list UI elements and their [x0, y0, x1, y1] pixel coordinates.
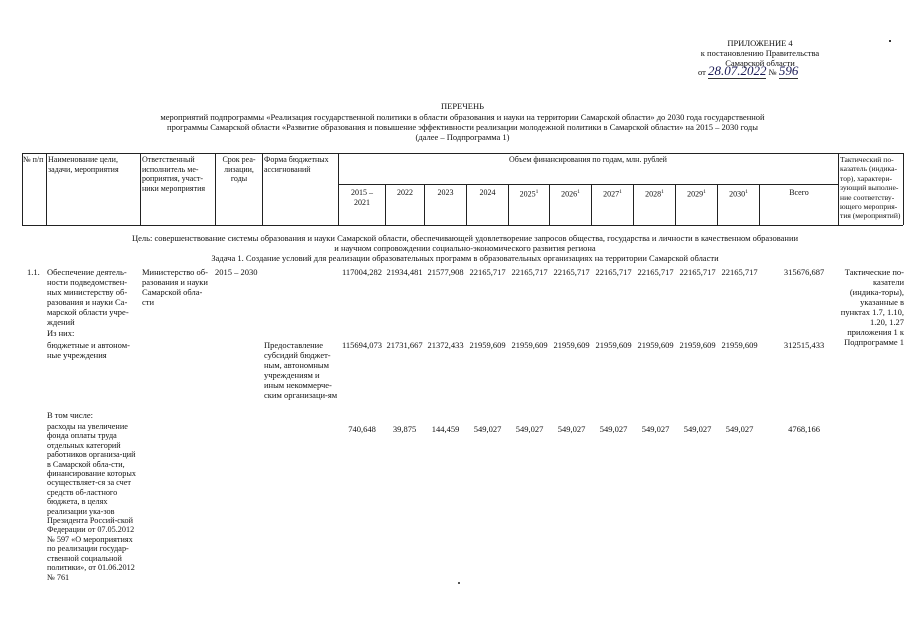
value-2030: 22165,717	[721, 267, 758, 277]
header-col-num: № п/п	[23, 155, 44, 164]
value-2026: 21959,609	[553, 340, 590, 350]
value-2024: 549,027	[473, 424, 502, 434]
value-2024: 22165,717	[469, 267, 506, 277]
header-col-indicator: Тактический по-казатель (индика-тор), характери-зующий выполне-ние соответству-ющего мероприя-тия (мероприятий)	[840, 155, 901, 221]
year-2028: 2028$^1$	[645, 189, 664, 199]
value-2023: 21577,908	[427, 267, 464, 277]
year-2030: 2030$^1$	[729, 189, 748, 199]
value-2015-2021: 115694,073	[341, 340, 383, 350]
value-2023: 21372,433	[427, 340, 464, 350]
value-2022: 21934,481	[386, 267, 423, 277]
appendix-title: ПРИЛОЖЕНИЕ 4	[727, 38, 793, 48]
row-name: Обеспечение деятель-ности подведомствен-ных министерству об-разования и науки Са-марской области учре-ждений	[47, 267, 129, 327]
value-2015-2021: 740,648	[348, 424, 376, 434]
doc-subtitle-3: (далее – Подпрограмма 1)	[415, 132, 510, 142]
row-indicator: Тактические по-казатели (индика-торы), указанные в пунктах 1.7, 1.10, 1.20, 1.27 приложения 1 к Подпрограмме 1	[840, 267, 904, 347]
value-total: 4768,166	[788, 424, 820, 434]
year-2024: 2024	[479, 188, 496, 197]
value-2028: 21959,609	[637, 340, 674, 350]
task-line: Задача 1. Создание условий для реализации образовательных программ в образовательных организациях на территории Самарской области	[211, 253, 719, 263]
row-label: Из них:	[47, 328, 75, 338]
header-col-responsible: Ответственный исполнитель ме-роприятия, участ-ники мероприятия	[142, 155, 206, 193]
signed-date: 28.07.2022	[707, 63, 767, 78]
value-2029: 549,027	[683, 424, 712, 434]
row-name: расходы на увеличение фонда оплаты труда отдельных категорий работников организа-ций в Самарской обла-сти, финансирование которых осуществляет-ся за счет средств об-ластного бюджета, в целях реализации ука-зов Президента Россий-ской Федерации от 07.05.2012 № 597 «О мероприятиях по реализации государ-ственной социальной политики», от 01.06.2012 № 761	[47, 422, 136, 582]
year-2027: 2027$^1$	[603, 189, 622, 199]
value-2025: 22165,717	[511, 267, 548, 277]
value-2015-2021: 117004,282	[341, 267, 383, 277]
doc-subtitle-1: мероприятий подпрограммы «Реализация государственной политики в области образования и науки на территории Самарской области» до 2030 года государственной	[160, 112, 765, 122]
value-2029: 22165,717	[679, 267, 716, 277]
value-2025: 549,027	[515, 424, 544, 434]
value-2024: 21959,609	[469, 340, 506, 350]
year-2025: 2025$^1$	[519, 189, 539, 199]
row-responsible: Министерство об-разования и науки Самарской обла-сти	[142, 267, 208, 307]
date-prefix: от	[698, 67, 706, 77]
year-2022: 2022	[397, 188, 413, 197]
header-col-form: Форма бюджетных ассигнований	[264, 155, 329, 174]
header-col-funding: Объем финансирования по годам, млн. рублей	[509, 155, 667, 164]
year-2026: 2026$^1$	[561, 189, 580, 199]
row-term: 2015 – 2030	[215, 267, 258, 277]
value-2026: 22165,717	[553, 267, 590, 277]
value-2029: 21959,609	[679, 340, 716, 350]
value-2030: 21959,609	[721, 340, 758, 350]
scan-dot	[889, 40, 891, 42]
value-2022: 39,875	[392, 424, 417, 434]
year-2023: 2023	[437, 188, 454, 197]
value-total: 315676,687	[783, 267, 825, 277]
goal-line-1: Цель: совершенствование системы образования и науки Самарской области, обеспечивающей удовлетворение запросов общества, государства и личности в качественном образовании	[131, 233, 799, 243]
doc-subtitle-2: программы Самарской области «Развитие образования и повышение эффективности реализации молодежной политики в Самарской области» на 2015 – 2030 годы	[167, 122, 758, 132]
scan-dot	[458, 582, 460, 584]
row-name: бюджетные и автоном-ные учреждения	[47, 340, 130, 360]
value-2027: 549,027	[599, 424, 628, 434]
num-prefix: №	[768, 67, 777, 77]
year-2029: 2029$^1$	[687, 189, 706, 199]
row-form: Предоставление субсидий бюджет-ным, автономным учреждениям и иным некоммерче-ским организаци-ям	[264, 340, 338, 400]
value-2023: 144,459	[431, 424, 460, 434]
doc-title: ПЕРЕЧЕНЬ	[441, 101, 484, 111]
appendix-line1: к постановлению Правительства	[700, 48, 820, 58]
value-2027: 22165,717	[595, 267, 632, 277]
row-label: В том числе:	[47, 410, 93, 420]
goal-line-2: и научном сопровождении социально-экономического развития региона	[334, 243, 596, 253]
value-2028: 22165,717	[637, 267, 674, 277]
year-2015-2021: 2015 – 2021	[351, 188, 373, 207]
value-2028: 549,027	[641, 424, 670, 434]
value-2026: 549,027	[557, 424, 586, 434]
value-2022: 21731,667	[386, 340, 423, 350]
value-total: 312515,433	[783, 340, 825, 350]
signed-number: 596	[778, 63, 799, 78]
header-col-term: Срок реа-лизации, годы	[222, 155, 256, 183]
year-total: Всего	[789, 188, 809, 197]
header-col-name: Наименование цели, задачи, мероприятия	[48, 155, 119, 174]
value-2030: 549,027	[725, 424, 754, 434]
value-2027: 21959,609	[595, 340, 632, 350]
value-2025: 21959,609	[511, 340, 548, 350]
appendix-line2: Самарской области	[725, 58, 795, 68]
row-number: 1.1.	[27, 267, 40, 277]
